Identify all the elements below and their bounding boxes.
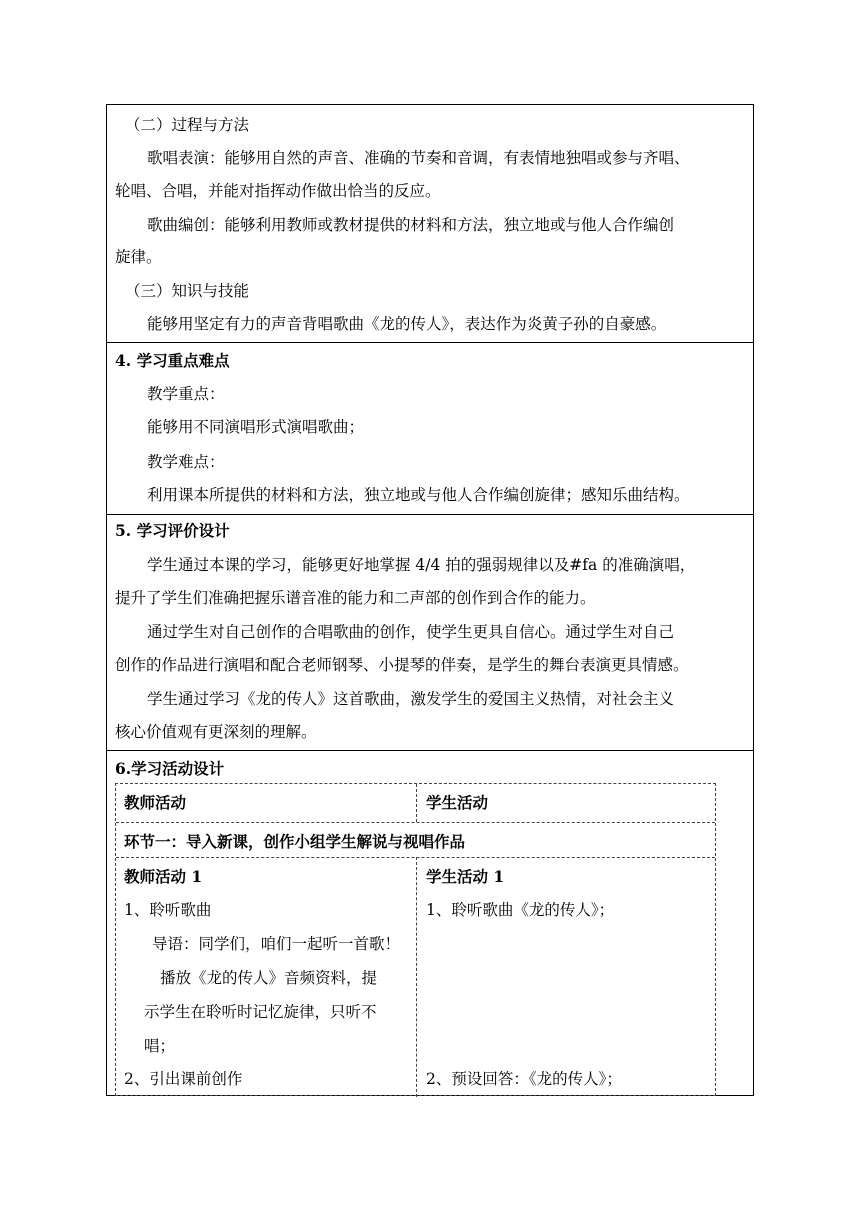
student-item-1: 1、聆听歌曲《龙的传人》； <box>426 901 615 919</box>
teacher-play-line-2: 示学生在聆听时记忆旋律，只听不 <box>144 1003 377 1021</box>
header-column-divider <box>416 784 417 822</box>
teacher-play-line-3: 唱； <box>144 1037 176 1055</box>
key-points-title: 4. 学习重点难点 <box>115 351 230 370</box>
teacher-item-1: 1、聆听歌曲 <box>124 901 212 919</box>
activity-divider <box>107 750 753 751</box>
teacher-item-2: 2、引出课前创作 <box>124 1070 243 1088</box>
difficulty-label: 教学难点： <box>147 453 225 471</box>
evaluation-divider <box>107 514 753 515</box>
teacher-intro: 导语：同学们，咱们一起听一首歌！ <box>152 935 401 953</box>
difficulty-text: 利用课本所提供的材料和方法，独立地或与他人合作编创旋律；感知乐曲结构。 <box>147 486 690 504</box>
eval-p3-line-1: 学生通过学习《龙的传人》这首歌曲，激发学生的爱国主义热情，对社会主义 <box>147 690 675 708</box>
creating-line-2: 旋律。 <box>115 248 162 266</box>
singing-line-2: 轮唱、合唱，并能对指挥动作做出恰当的反应。 <box>115 182 441 200</box>
eval-p1-line-2: 提升了学生们准确把握乐谱音准的能力和二声部的创作到合作的能力。 <box>115 589 596 607</box>
focus-text: 能够用不同演唱形式演唱歌曲； <box>147 418 365 436</box>
evaluation-title: 5. 学习评价设计 <box>115 521 230 540</box>
student-activity-label: 学生活动 1 <box>426 867 505 886</box>
teacher-play-line-1: 播放《龙的传人》音频资料，提 <box>160 969 378 987</box>
focus-label: 教学重点： <box>147 385 225 403</box>
teacher-activity-label: 教师活动 1 <box>124 867 203 886</box>
row-divider-1 <box>116 822 715 823</box>
activity-title: 6.学习活动设计 <box>115 759 225 778</box>
body-column-divider <box>416 857 417 1097</box>
lesson-plan-table <box>106 104 754 1096</box>
knowledge-heading: （三）知识与技能 <box>125 282 250 300</box>
process-heading: （二）过程与方法 <box>125 116 250 134</box>
teacher-column-header: 教师活动 <box>124 793 187 812</box>
eval-p2-line-1: 通过学生对自己创作的合唱歌曲的创作，使学生更具自信心。通过学生对自己 <box>147 623 675 641</box>
key-points-divider <box>107 342 753 343</box>
eval-p3-line-2: 核心价值观有更深刻的理解。 <box>115 723 317 741</box>
student-column-header: 学生活动 <box>426 793 489 812</box>
activity-table <box>115 783 716 1096</box>
singing-line-1: 歌唱表演：能够用自然的声音、准确的节奏和音调，有表情地独唱或参与齐唱、 <box>147 149 690 167</box>
creating-line-1: 歌曲编创：能够利用教师或教材提供的材料和方法，独立地或与他人合作编创 <box>147 216 675 234</box>
knowledge-text: 能够用坚定有力的声音背唱歌曲《龙的传人》，表达作为炎黄子孙的自豪感。 <box>147 315 667 333</box>
stage-one-title: 环节一：导入新课，创作小组学生解说与视唱作品 <box>124 832 466 851</box>
student-item-2: 2、预设回答：《龙的传人》； <box>426 1070 622 1088</box>
eval-p2-line-2: 创作的作品进行演唱和配合老师钢琴、小提琴的伴奏，是学生的舞台表演更具情感。 <box>115 656 689 674</box>
eval-p1-line-1: 学生通过本课的学习，能够更好地掌握 4/4 拍的强弱规律以及#fa 的准确演唱， <box>147 556 696 574</box>
